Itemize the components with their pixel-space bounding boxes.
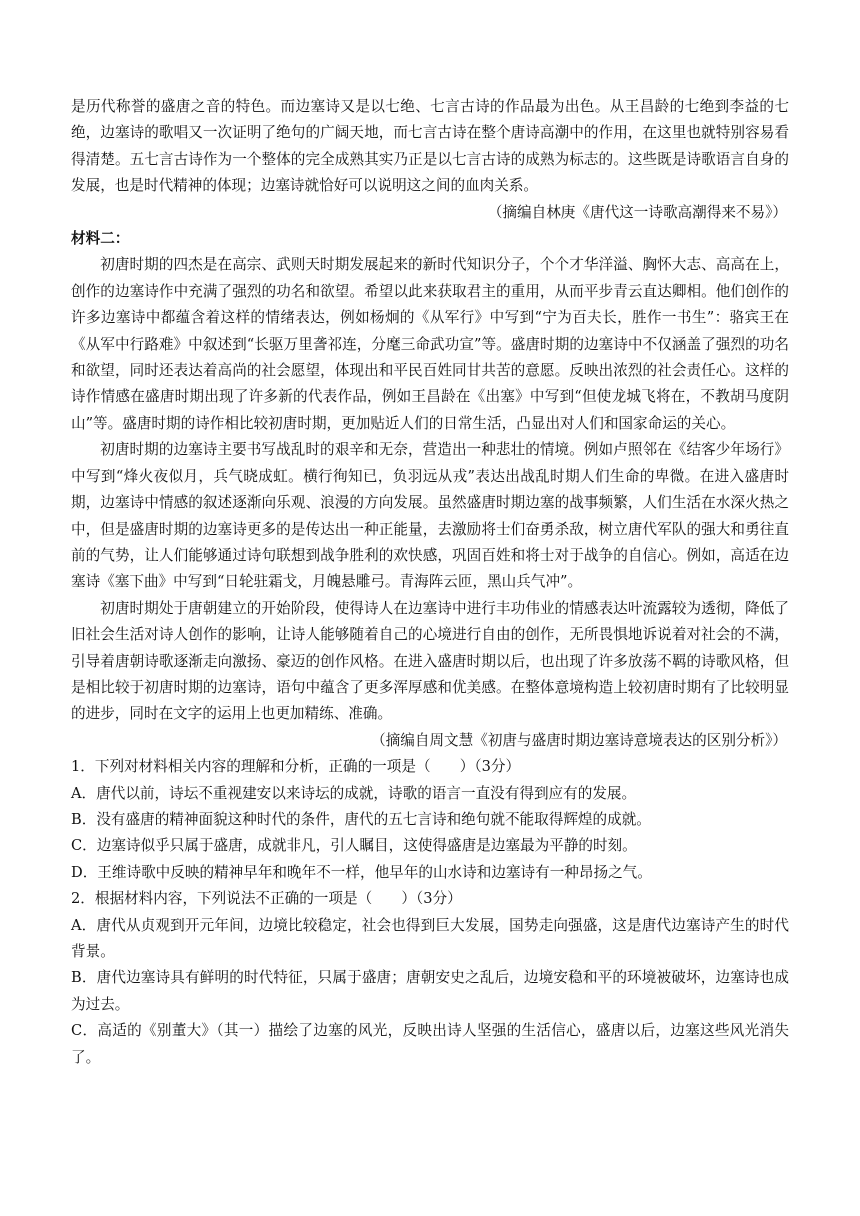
material1-tail-paragraph: 是历代称誉的盛唐之音的特色。而边塞诗又是以七绝、七言古诗的作品最为出色。从王昌龄的七绝到李益的七绝，边塞诗的歌唱又一次证明了绝句的广阔天地，而七言古诗在整个唐诗高潮中的作用，在这里也就特别容易看得清楚。五七言古诗作为一个整体的完全成熟其实乃正是以七言古诗的成熟为标志的。这些既是诗歌语言自身的发展，也是时代精神的体现；边塞诗就恰好可以说明这之间的血肉关系。 [71, 98, 789, 195]
material2-paragraph-2: 初唐时期的边塞诗主要书写战乱时的艰辛和无奈，营造出一种悲壮的情境。例如卢照邻在《结客少年场行》中写到“烽火夜似月，兵气晓成虹。横行徇知已，负羽远从戎”表达出战乱时期人们生命的卑微。在进入盛唐时期，边塞诗中情感的叙述逐渐向乐观、浪漫的方向发展。虽然盛唐时期边塞的战事频繁，人们生活在水深火热之中，但是盛唐时期的边塞诗更多的是传达出一种正能量，去激励将士们奋勇杀敌，树立唐代军队的强大和勇往直前的气势，让人们能够通过诗句联想到战争胜利的欢快感，巩固百姓和将士对于战争的自信心。例如，高适在边塞诗《塞下曲》中写到“日轮驻霜戈，月魄悬雕弓。青海阵云匝，黑山兵气冲”。 [71, 441, 789, 591]
question-2-stem: 2．根据材料内容，下列说法不正确的一项是（ ）（3分） [71, 890, 462, 908]
material1-source: （摘编自林庚《唐代这一诗歌高潮得来不易》） [487, 203, 787, 221]
material2-paragraph-3: 初唐时期处于唐朝建立的开始阶段，使得诗人在边塞诗中进行丰功伟业的情感表达叶流露较为透彻，降低了旧社会生活对诗人创作的影响，让诗人能够随着自己的心境进行自由的创作，无所畏惧地诉说着对社会的不满，引导着唐朝诗歌逐渐走向激扬、豪迈的创作风格。在进入盛唐时期以后，也出现了许多放荡不羁的诗歌风格，但是相比较于初唐时期的边塞诗，语句中蕴含了更多浑厚感和优美感。在整体意境构造上较初唐时期有了比较明显的进步，同时在文字的运用上也更加精练、准确。 [71, 599, 789, 723]
question-2-option-b: B．唐代边塞诗具有鲜明的时代特征，只属于盛唐；唐朝安史之乱后，边境安稳和平的环境被破坏，边塞诗也成为过去。 [71, 969, 789, 1013]
question-1-stem: 1．下列对材料相关内容的理解和分析，正确的一项是（ ）（3分） [71, 758, 521, 776]
question-2-option-c: C．高适的《别董大》（其一）描绘了边塞的风光，反映出诗人坚强的生活信心，盛唐以后，边塞这些风光消失了。 [71, 1022, 789, 1066]
material2-paragraph-1: 初唐时期的四杰是在高宗、武则天时期发展起来的新时代知识分子，个个才华洋溢、胸怀大志、高高在上，创作的边塞诗作中充满了强烈的功名和欲望。希望以此来获取君主的重用，从而平步青云直达卿相。他们创作的许多边塞诗中都蕴含着这样的情绪表达，例如杨炯的《从军行》中写到“宁为百夫长，胜作一书生”：骆宾王在《从军中行路难》中叙述到“长驱万里詟祁连，分麾三命武功宣”等。盛唐时期的边塞诗中不仅涵盖了强烈的功名和欲望，同时还表达着高尚的社会愿望，体现出和平民百姓同甘共苦的意愿。反映出浓烈的社会责任心。这样的诗作情感在盛唐时期出现了许多新的代表作品，例如王昌龄在《出塞》中写到“但使龙城飞将在，不教胡马度阴山”等。盛唐时期的诗作相比较初唐时期，更加贴近人们的日常生活，凸显出对人们和国家命运的关心。 [71, 256, 789, 432]
question-2-option-a: A．唐代从贞观到开元年间，边境比较稳定，社会也得到巨大发展，国势走向强盛，这是唐代边塞诗产生的时代背景。 [71, 916, 789, 960]
material2-heading: 材料二： [71, 230, 130, 248]
material2-source: （摘编自周文慧《初唐与盛唐时期边塞诗意境表达的区别分析》） [371, 731, 787, 749]
question-1-option-a: A．唐代以前，诗坛不重视建安以来诗坛的成就，诗歌的语言一直没有得到应有的发展。 [71, 784, 637, 802]
question-1-option-c: C．边塞诗似乎只属于盛唐，成就非凡，引人瞩目，这使得盛唐是边塞最为平静的时刻。 [71, 837, 637, 855]
question-1-option-b: B．没有盛唐的精神面貌这种时代的条件，唐代的五七言诗和绝句就不能取得辉煌的成就。 [71, 810, 651, 828]
question-1-option-d: D．王维诗歌中反映的精神早年和晚年不一样，他早年的山水诗和边塞诗有一种昂扬之气。 [71, 863, 652, 881]
